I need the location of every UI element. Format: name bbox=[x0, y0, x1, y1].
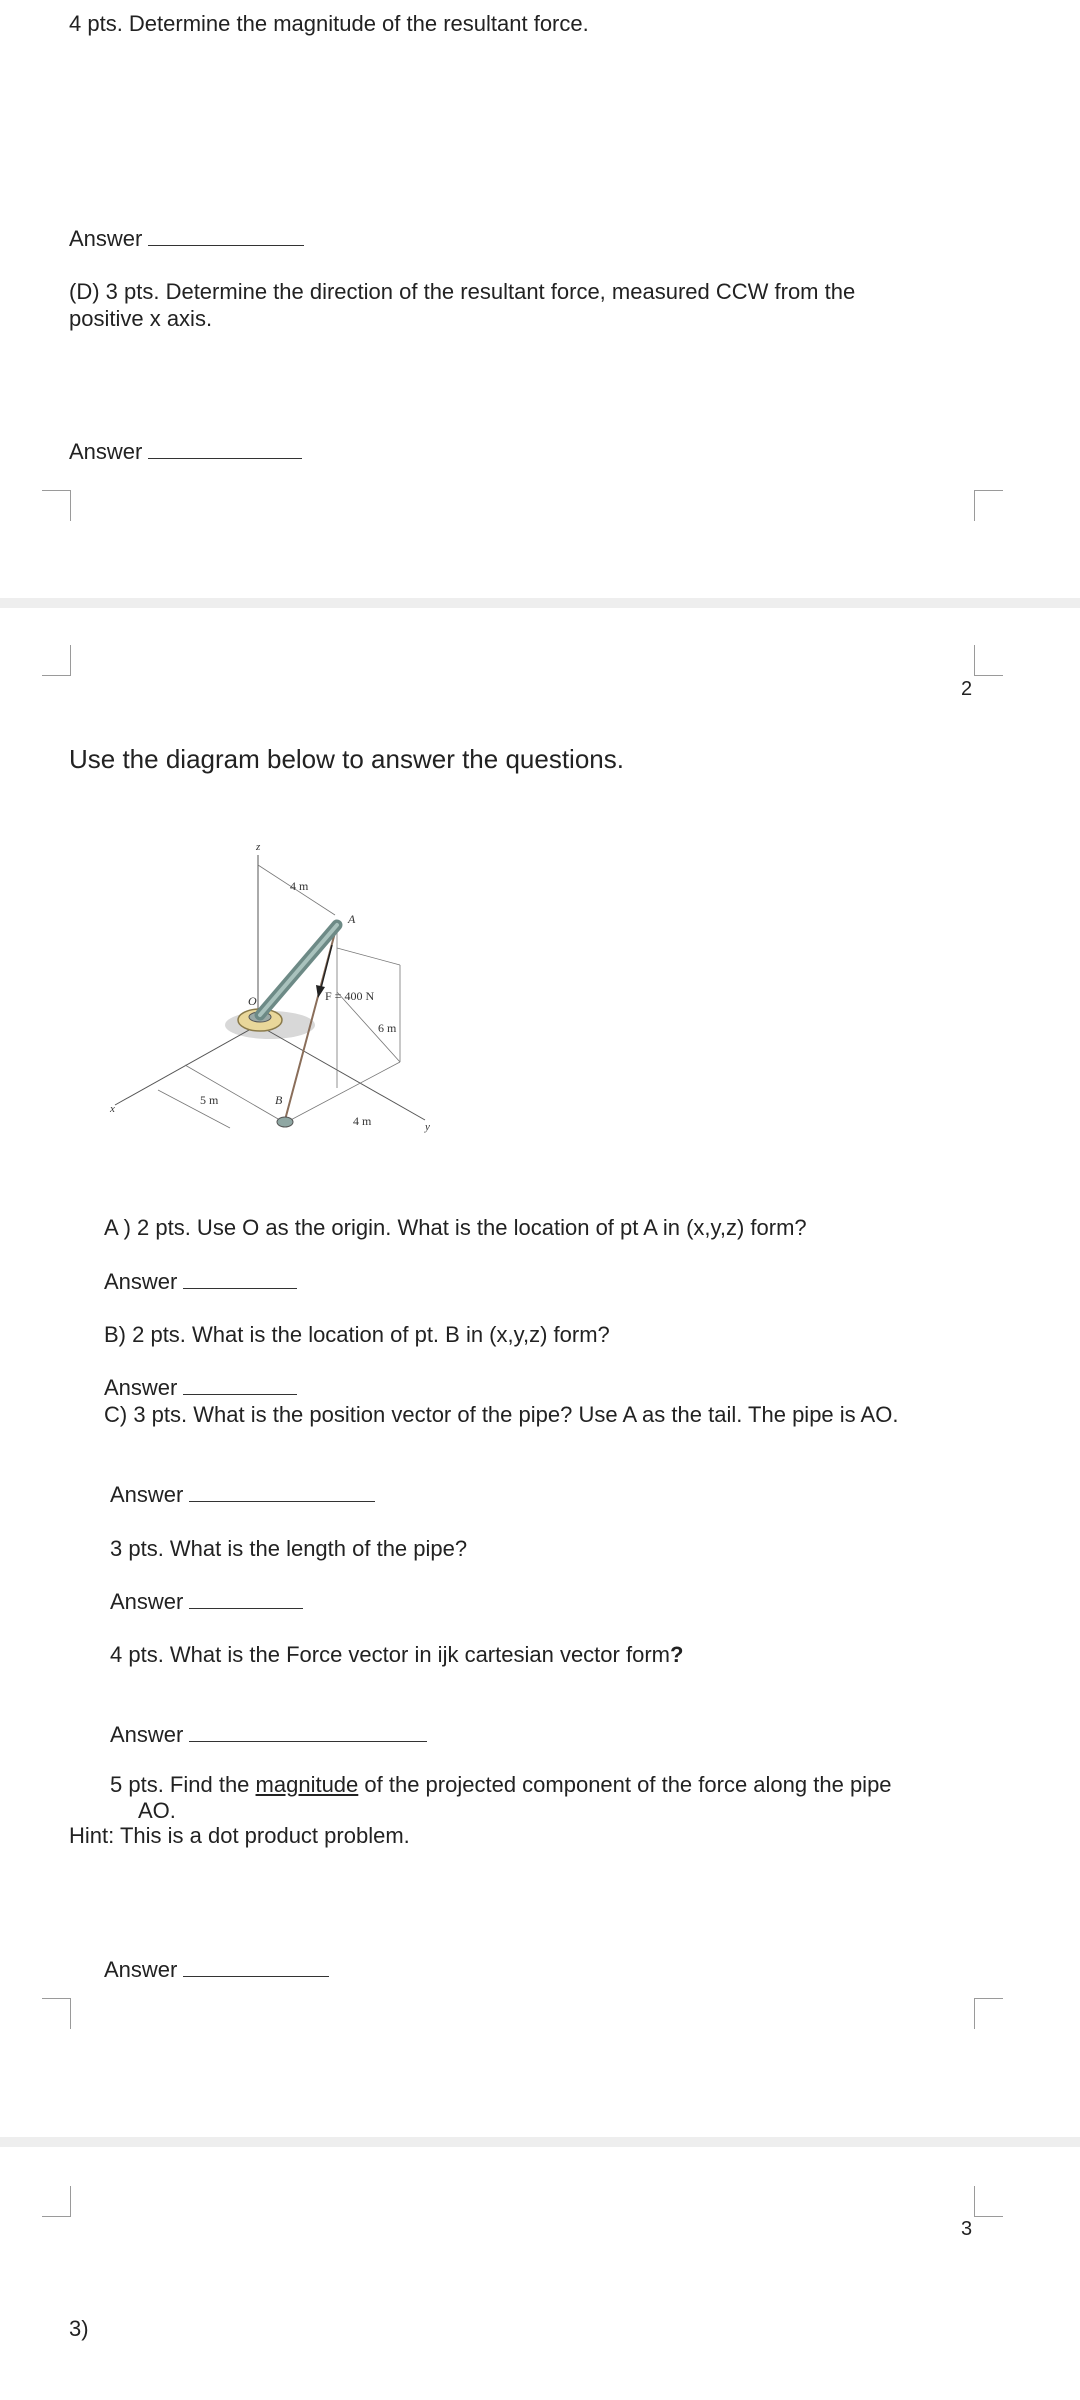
question-projection-text: of the projected component of the force along the pipe bbox=[358, 1772, 892, 1797]
answer-blank bbox=[189, 1483, 375, 1502]
answer-label: Answer bbox=[69, 439, 143, 464]
answer-label: Answer bbox=[104, 1957, 178, 1982]
force-arrow bbox=[321, 945, 332, 988]
page-corner-mark bbox=[42, 2186, 71, 2217]
answer-line-a bbox=[104, 1268, 297, 1295]
anchor-b bbox=[277, 1117, 293, 1127]
page-corner-mark bbox=[974, 645, 1003, 676]
page-corner-mark bbox=[42, 645, 71, 676]
hint-text: Hint: This is a dot product problem. bbox=[69, 1823, 410, 1848]
question-direction-line2: positive x axis. bbox=[69, 306, 213, 331]
question-force-mark: ? bbox=[669, 1642, 684, 1667]
label-z: z bbox=[256, 841, 261, 853]
question-c: C) 3 pts. What is the position vector of the pipe? Use A as the tail. The pipe is AO. bbox=[104, 1402, 899, 1427]
answer-label: Answer bbox=[110, 1589, 184, 1614]
answer-line-force bbox=[110, 1721, 427, 1748]
question-projection-line2: AO. bbox=[138, 1798, 176, 1823]
answer-line-c bbox=[110, 1481, 375, 1508]
answer-line-length bbox=[110, 1588, 303, 1615]
answer-blank bbox=[148, 440, 302, 459]
label-4m-bottom: 4 m bbox=[353, 1114, 372, 1128]
answer-line-magnitude bbox=[69, 225, 304, 252]
page-separator bbox=[0, 598, 1080, 608]
answer-blank bbox=[189, 1723, 427, 1742]
page-number: 3 bbox=[961, 2218, 973, 2240]
answer-label: Answer bbox=[110, 1482, 184, 1507]
answer-line-direction bbox=[69, 438, 302, 465]
page-corner-mark bbox=[42, 1998, 71, 2029]
label-b: B bbox=[275, 1093, 283, 1107]
answer-line-projection bbox=[104, 1956, 329, 1983]
answer-label: Answer bbox=[69, 226, 143, 251]
label-a: A bbox=[348, 912, 356, 926]
answer-blank bbox=[183, 1376, 297, 1395]
question-projection-line1 bbox=[110, 1771, 892, 1798]
label-5m: 5 m bbox=[200, 1093, 219, 1107]
label-x: x bbox=[110, 1103, 115, 1115]
question-projection-emphasis: magnitude bbox=[255, 1772, 359, 1797]
answer-blank bbox=[189, 1590, 303, 1609]
answer-label: Answer bbox=[104, 1375, 178, 1400]
page-number: 2 bbox=[961, 678, 973, 700]
question-force-text: 4 pts. What is the Force vector in ijk cartesian vector form bbox=[110, 1642, 670, 1667]
page-corner-mark bbox=[974, 2186, 1003, 2217]
answer-blank bbox=[183, 1270, 297, 1289]
section-heading: Use the diagram below to answer the questions. bbox=[69, 744, 624, 774]
label-4m-top: 4 m bbox=[290, 879, 309, 893]
pipe-force-diagram bbox=[100, 830, 460, 1150]
answer-blank bbox=[183, 1958, 329, 1977]
label-y: y bbox=[425, 1121, 430, 1133]
question-magnitude: 4 pts. Determine the magnitude of the resultant force. bbox=[69, 11, 589, 36]
answer-label: Answer bbox=[110, 1722, 184, 1747]
page-corner-mark bbox=[974, 490, 1003, 521]
page-corner-mark bbox=[974, 1998, 1003, 2029]
answer-line-b bbox=[104, 1374, 297, 1401]
answer-blank bbox=[148, 227, 304, 246]
question-projection-text: 5 pts. Find the bbox=[110, 1772, 256, 1797]
item-number: 3) bbox=[69, 2316, 89, 2341]
x-axis bbox=[115, 1025, 258, 1105]
question-force-vector bbox=[110, 1641, 683, 1668]
label-o: O bbox=[248, 994, 257, 1008]
page-corner-mark bbox=[42, 490, 71, 521]
question-length: 3 pts. What is the length of the pipe? bbox=[110, 1536, 468, 1561]
construction-line bbox=[285, 1062, 400, 1123]
dimension-line bbox=[337, 948, 400, 965]
question-direction-line1: (D) 3 pts. Determine the direction of the resultant force, measured CCW from the bbox=[69, 279, 856, 304]
label-6m: 6 m bbox=[378, 1021, 397, 1035]
question-b: B) 2 pts. What is the location of pt. B in (x,y,z) form? bbox=[104, 1322, 610, 1347]
dimension-line bbox=[158, 1090, 230, 1128]
page-separator bbox=[0, 2137, 1080, 2147]
answer-label: Answer bbox=[104, 1269, 178, 1294]
question-a: A ) 2 pts. Use O as the origin. What is the location of pt A in (x,y,z) form? bbox=[104, 1215, 807, 1240]
label-force: F = 400 N bbox=[325, 989, 375, 1003]
